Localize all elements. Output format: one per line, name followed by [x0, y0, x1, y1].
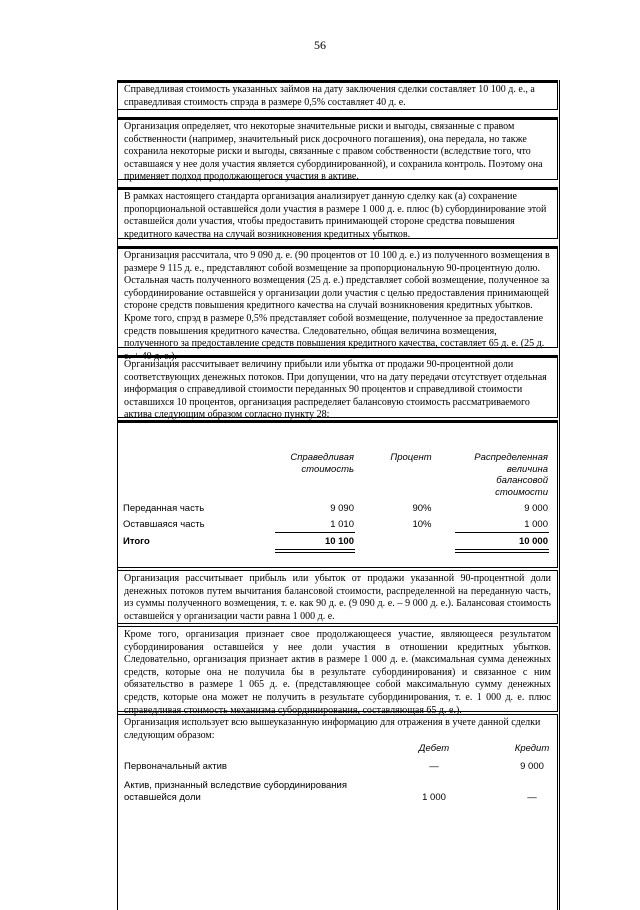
block-determines [117, 117, 558, 183]
row-percent-transferred: 90% [412, 503, 432, 514]
row-percent-retained: 10% [412, 519, 432, 530]
row-allocated-total: 10 000 [518, 536, 548, 547]
journal-row-debit: — [429, 761, 439, 772]
block-journal [117, 714, 558, 910]
profit-calc-text: Организация рассчитывает величину прибыли или убытка от продажи 90-процентной доли соответствующих денежных потоков. При допущении, что на дату передачи отсутствует отдельная информация о справедливой стоимости переданных 90 процентов и справедливой стоимости оставшихся 10 процентов, организация распределяет балансовую стоимость рассматриваемого актива следующим образом согласно пункту 28: [124, 359, 547, 421]
row-fair-value-transferred: 9 090 [330, 503, 354, 514]
row-label-retained: Оставшаяся часть [123, 519, 205, 530]
journal-row-debit: 1 000 [422, 792, 446, 803]
after-table-text-2: Кроме того, организация признает свое продолжающееся участие, являющееся результатом субординирования оставшейся у нее доли участия в отношении кредитных убытков. Следовательно, организация признает актив в размере 1 000 д. е. (максимальная сумма денежных средств, которые она не получила бы в результате субординирования) и связанное с ним обязательство в размере 1 065 д. е. (представляющее собой максимальную сумму денежных средств, которые она может не получить в результате субординирования, т. е. 1 000 д. е. плюс справедливая стоимость механизма субординирования, составляющая 65 д. е.). [124, 629, 551, 716]
row-label-transferred: Переданная часть [123, 503, 205, 514]
block-after-table-1 [117, 570, 558, 624]
journal-row-label: Первоначальный актив [124, 761, 227, 772]
determines-text: Организация определяет, что некоторые значительные риски и выгоды, связанные с правом собственности (например, значительный риск досрочного погашения), она передала, но также сохранила некоторые риски и выгоды, связанные с правом собственности (вследствие того, что оставшаяся у нее доля участия является субординированной), и сохранила контроль. Поэтому она применяет подход продолжающегося участия в активе. [124, 121, 543, 183]
block-calculated [117, 246, 558, 362]
journal-row-credit: 9 000 [520, 761, 544, 772]
journal-row-label: Актив, признанный вследствие субординирования оставшейся доли [124, 780, 347, 803]
total-rule-fair-value [275, 549, 355, 553]
calculated-text: Организация рассчитала, что 9 090 д. е. (90 процентов от 10 100 д. е.) из полученного возмещения в размере 9 115 д. е., представляют собой возмещение за пропорциональную 90-процентную долю. Остальная часть полученного возмещения (25 д. е.) представляет собой возмещение, полученное за субординирование оставшейся у организации доли участия с целью предоставления принимающей стороне средств повышения кредитного качества на случай возникновения кредитных убытков. Кроме того, спрэд в размере 0,5% представляет собой возмещение, полученное за предоставление средств повышения кредитного качества. Следовательно, общая величина возмещения, полученного за предоставление средств повышения кредитного качества, составляет 65 д. е. (25 д. е. + 40 д. е.). [124, 250, 550, 362]
col-header-percent: Процент [390, 452, 432, 463]
journal-debit-header: Дебет [418, 743, 450, 754]
col-header-allocated: Распределенная величина балансовой стоимости [474, 452, 548, 498]
after-table-text-1: Организация рассчитывает прибыль или убыток от продажи указанной 90-процентной доли денежных потоков путем вычитания балансовой стоимости, распределенной на переданную часть, из суммы полученного возмещения, т. е. как 90 д. е. (9 090 д. е. – 9 000 д. е.). Балансовая стоимость оставшейся у организации части равна 1 000 д. е. [124, 573, 551, 622]
row-fair-value-retained: 1 010 [330, 519, 354, 530]
row-label-total: Итого [123, 536, 150, 547]
row-fair-value-total: 10 100 [324, 536, 354, 547]
total-rule-allocated [455, 549, 549, 553]
journal-credit-header: Кредит [514, 743, 550, 754]
page-number: 56 [314, 38, 326, 52]
row-allocated-retained: 1 000 [524, 519, 548, 530]
journal-row-credit: — [527, 792, 537, 803]
subtotal-rule-fair-value [275, 532, 355, 533]
col-header-fair-value: Справедливая стоимость [290, 452, 354, 475]
subtotal-rule-allocated [455, 532, 549, 533]
block-after-table-2 [117, 626, 558, 716]
block-profit-calc [117, 355, 558, 421]
analysis-text: В рамках настоящего стандарта организация анализирует данную сделку как (a) сохранение пропорциональной оставшейся доли участия в размере 1 000 д. е. плюс (b) субординирование этой оставшейся доли участия, чтобы предоставить принимающей стороне средства повышения кредитного качества на случай возникновения кредитных убытков. [124, 191, 547, 240]
row-allocated-transferred: 9 000 [524, 503, 548, 514]
block-fair-value [117, 80, 558, 110]
block-analysis [117, 187, 558, 239]
after-table-text-3: Организация использует всю вышеуказанную информацию для отражения в учете данной сделки следующим образом: [124, 717, 541, 741]
fair-value-text: Справедливая стоимость указанных займов на дату заключения сделки составляет 10 100 д. е., а справедливая стоимость спрэда в размере 0,5% составляет 40 д. е. [124, 84, 535, 108]
